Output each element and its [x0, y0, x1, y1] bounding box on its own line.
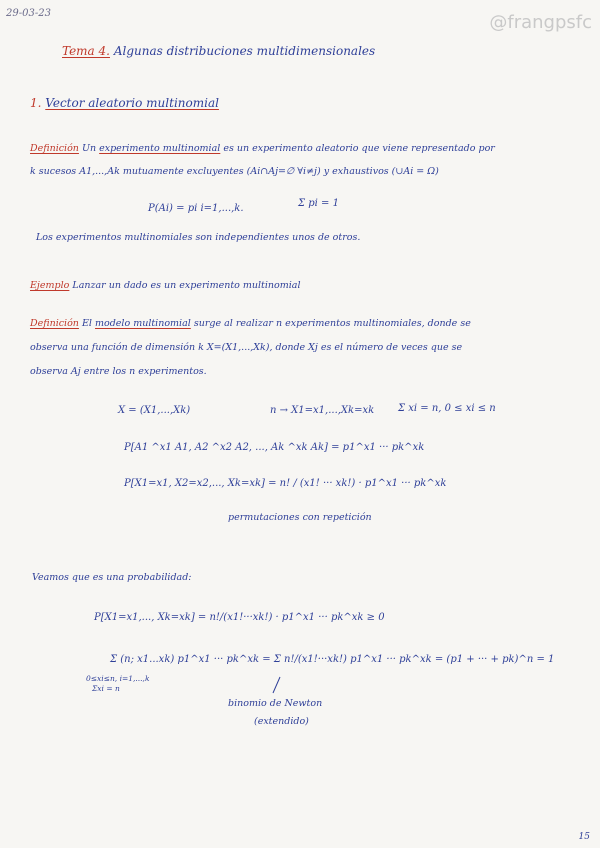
date: 29-03-23 [6, 8, 51, 19]
def2-lead: El [81, 318, 92, 329]
binomial-label: binomio de Newton [228, 698, 323, 709]
watermark: @frangpsfc [489, 12, 592, 33]
title-number: Tema 4. [62, 44, 110, 58]
def1-line2: k sucesos A1,...,Ak mutuamente excluyentes (Ai∩Aj=∅ ∀i≠j) y exhaustivos (∪Ai = Ω) [30, 166, 439, 177]
def1-formula-sum: Σ pi = 1 [298, 198, 339, 209]
formula-arrow: n → X1=x1,...,Xk=xk [270, 405, 375, 416]
formula-sum-constraint: Σ xi = n, 0 ≤ xi ≤ n [398, 403, 496, 414]
example-text: Lanzar un dado es un experimento multinomial [72, 280, 301, 291]
formula-pmf: P[X1=x1, X2=x2,..., Xk=xk] = n! / (x1! ··· xk!) · p1^x1 ··· pk^xk [124, 478, 447, 489]
verify-sum-index2: Σxi = n [92, 684, 120, 693]
def2-line2: observa una función de dimensión k X=(X1,...,Xk), donde Xj es el número de veces que se [30, 342, 463, 353]
section-number: 1. [30, 96, 42, 110]
def2-label: Definición [30, 318, 79, 329]
topic-title [62, 44, 375, 58]
permutations-note: permutaciones con repetición [228, 512, 372, 523]
def1-label: Definición [30, 143, 79, 154]
verify-sum-index: 0≤xi≤n, i=1,...,k [86, 674, 150, 683]
binomial-arrow-icon [270, 676, 282, 694]
verify-sum-equation: Σ (n; x1...xk) p1^x1 ··· pk^xk = Σ n!/(x1!···xk!) p1^x1 ··· pk^xk = (p1 + ··· + pk)^n = 1 [110, 654, 555, 665]
section-title: Vector aleatorio multinomial [45, 96, 219, 110]
example-line [30, 280, 300, 291]
def2-text1: surge al realizar n experimentos multinomiales, donde se [193, 318, 471, 329]
def2-line3: observa Aj entre los n experimentos. [30, 366, 207, 377]
def1-line3: Los experimentos multinomiales son independientes unos de otros. [36, 232, 361, 243]
def1-formula-prob: P(Ai) = pi i=1,...,k. [148, 203, 244, 214]
section-heading [30, 96, 219, 110]
binomial-note: (extendido) [254, 716, 309, 727]
page-number: 15 [578, 832, 590, 842]
def2-line1 [30, 318, 471, 329]
def1-line1 [30, 143, 495, 154]
def1-lead: Un [81, 143, 97, 154]
verify-inequality: P[X1=x1,..., Xk=xk] = n!/(x1!···xk!) · p1^x1 ··· pk^xk ≥ 0 [94, 612, 385, 623]
def2-term: modelo multinomial [94, 318, 191, 329]
formula-seq-prob: P[A1 ^x1 A1, A2 ^x2 A2, ..., Ak ^xk Ak] = p1^x1 ··· pk^xk [124, 442, 425, 453]
verify-intro: Veamos que es una probabilidad: [32, 572, 192, 583]
formula-vector: X = (X1,...,Xk) [118, 405, 191, 416]
example-label: Ejemplo [30, 280, 70, 291]
def1-term: experimento multinomial [99, 143, 221, 154]
def1-text1: es un experimento aleatorio que viene representado por [223, 143, 495, 154]
title-text: Algunas distribuciones multidimensionales [113, 44, 376, 58]
